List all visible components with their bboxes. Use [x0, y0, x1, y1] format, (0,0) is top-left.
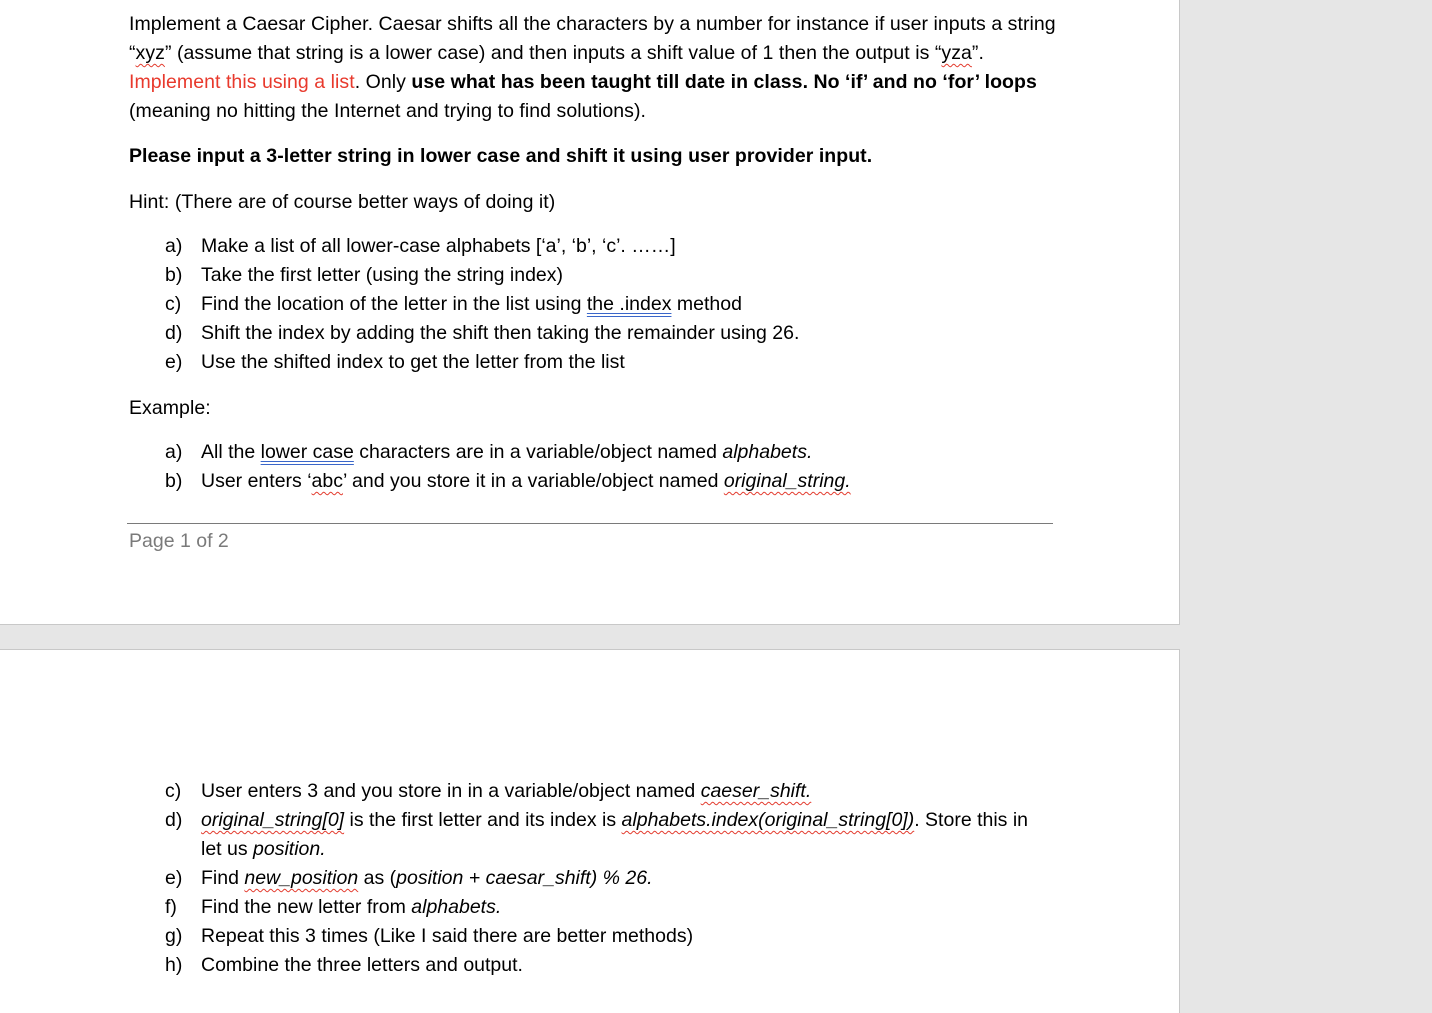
spell-flag-caeser-shift[interactable]: caeser_shift.	[700, 780, 812, 802]
spell-flag-alphabets-index[interactable]: alphabets.index(original_string[0])	[621, 809, 915, 831]
hint-list	[165, 232, 1065, 377]
list-item: h) Combine the three letters and output.	[165, 954, 523, 976]
list-item: c) Find the location of the letter in the list using the .index method	[165, 293, 742, 315]
example-heading: Example:	[129, 397, 211, 419]
grammar-flag-index[interactable]: the .index	[586, 293, 672, 315]
spell-flag-yza[interactable]: yza	[941, 42, 972, 64]
document-page-2	[0, 649, 1180, 1013]
bold-rule: use what has been taught till date in class. No ‘if’ and no ‘for’ loops	[411, 71, 1037, 93]
spell-flag-original-string-0[interactable]: original_string[0]	[201, 809, 345, 831]
list-item: f) Find the new letter from alphabets.	[165, 896, 502, 918]
list-item: g) Repeat this 3 times (Like I said there are better methods)	[165, 925, 694, 947]
instruction-paragraph: Please input a 3-letter string in lower case and shift it using user provider input.	[129, 145, 873, 167]
red-emphasis: Implement this using a list	[129, 71, 355, 93]
hint-heading: Hint: (There are of course better ways of doing it)	[129, 191, 556, 213]
spell-flag-original-string[interactable]: original_string.	[723, 470, 851, 492]
spell-flag-abc[interactable]: abc	[311, 470, 343, 492]
list-item: a) All the lower case characters are in a variable/object named alphabets.	[165, 441, 813, 463]
list-item: b) User enters ‘abc’ and you store it in a variable/object named original_string.	[165, 470, 851, 492]
footer-divider	[127, 523, 1053, 524]
list-item: e) Use the shifted index to get the letter from the list	[165, 351, 625, 373]
spell-flag-new-position[interactable]: new_position	[244, 867, 359, 889]
list-item: a) Make a list of all lower-case alphabets [‘a’, ‘b’, ‘c’. ……]	[165, 235, 676, 257]
list-item: b) Take the first letter (using the string index)	[165, 264, 563, 286]
steps-list	[165, 777, 1065, 980]
list-item: d) original_string[0] is the first letter and its index is alphabets.index(original_string[0]). Store this in let us position.	[165, 809, 1029, 860]
intro-paragraph: Implement a Caesar Cipher. Caesar shifts all the characters by a number for instance if user inputs a string “xyz” (assume that string is a lower case) and then inputs a shift value of 1 then the output is “yza”. Implement this using a list. Only use what has been taught till date in class. No ‘if’ and no ‘for’ loops (meaning no hitting the Internet and trying to find solutions).	[129, 13, 1056, 122]
list-item: d) Shift the index by adding the shift then taking the remainder using 26.	[165, 322, 800, 344]
example-list	[165, 438, 1065, 496]
grammar-flag-lower-case[interactable]: lower case	[260, 441, 354, 463]
list-item: e) Find new_position as (position + caesar_shift) % 26.	[165, 867, 653, 889]
spell-flag-xyz[interactable]: xyz	[135, 42, 165, 64]
page-number-footer: Page 1 of 2	[129, 530, 229, 552]
list-item: c) User enters 3 and you store in in a variable/object named caeser_shift.	[165, 780, 812, 802]
